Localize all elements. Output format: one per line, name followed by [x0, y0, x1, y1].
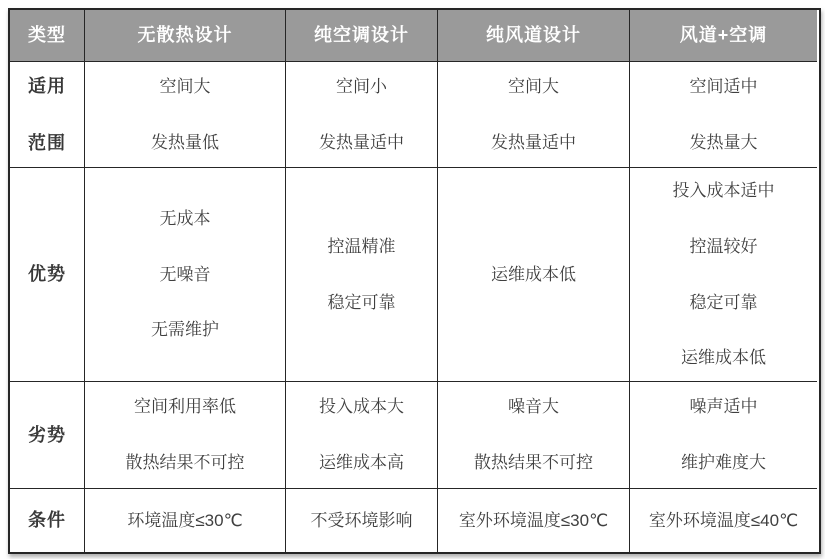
- cell-line: 稳定可靠: [327, 292, 396, 312]
- table-cell: [85, 382, 286, 489]
- cell-line: 运维成本高: [319, 453, 404, 472]
- comparison-table: [8, 8, 821, 554]
- row-label-disadvantages: [10, 382, 85, 489]
- cell-line: 无需维护: [151, 320, 219, 340]
- table-cell: [286, 168, 438, 382]
- row-label-conditions: [10, 489, 85, 552]
- table-cell: [85, 489, 286, 552]
- table-cell: [438, 489, 630, 552]
- cell-line: 发热量低: [151, 132, 219, 152]
- cell-line: 发热量大: [689, 132, 758, 152]
- header-cell-duct-only: 纯风道设计: [438, 10, 630, 62]
- header-cell-type: 类型: [10, 10, 85, 62]
- cell-line: 空间适中: [689, 76, 758, 96]
- cell-line: 无成本: [159, 209, 211, 229]
- cell-line: 运维成本低: [491, 264, 576, 284]
- cell-line: 空间大: [508, 76, 559, 96]
- cell-line: 优势: [28, 264, 66, 285]
- table-row-disadvantages: [10, 382, 819, 489]
- cell-line: 空间小: [336, 76, 387, 96]
- table-cell: [286, 382, 438, 489]
- header-cell-ac-only: 纯空调设计: [286, 10, 438, 62]
- table-cell: [286, 489, 438, 552]
- header-cell-duct-ac: 风道+空调: [630, 10, 817, 62]
- cell-line: 稳定可靠: [689, 292, 758, 312]
- table-cell: [630, 489, 817, 552]
- table-cell: [438, 382, 630, 489]
- table-cell: [438, 168, 630, 382]
- cell-line: 噪音大: [508, 397, 559, 417]
- table-cell: [630, 382, 817, 489]
- row-label-advantages: [10, 168, 85, 382]
- table-cell: [438, 62, 630, 168]
- cell-line: 散热结果不可控: [125, 453, 245, 472]
- cell-line: 维护难度大: [681, 453, 766, 472]
- table-row-conditions: [10, 489, 819, 552]
- table-row-scope: [10, 62, 819, 168]
- cell-line: 空间大: [159, 76, 211, 96]
- cell-line: 环境温度≤30℃: [127, 510, 243, 530]
- cell-line: 室外环境温度≤30℃: [458, 510, 609, 530]
- cell-line: 不受环境影响: [310, 510, 413, 530]
- cell-line: 噪声适中: [689, 397, 758, 417]
- cell-line: 适用: [28, 75, 66, 96]
- cell-line: 运维成本低: [681, 348, 766, 368]
- cell-line: 空间利用率低: [134, 397, 236, 417]
- table-cell: [85, 62, 286, 168]
- cell-line: 投入成本大: [319, 397, 404, 417]
- row-label-scope: [10, 62, 85, 168]
- cell-line: 投入成本适中: [672, 181, 775, 201]
- cell-line: 发热量适中: [319, 132, 404, 152]
- cell-line: 室外环境温度≤40℃: [648, 510, 799, 530]
- cell-line: 发热量适中: [491, 132, 576, 152]
- cell-line: 无噪音: [159, 264, 211, 284]
- header-cell-no-cooling: 无散热设计: [85, 10, 286, 62]
- table-cell: [630, 168, 817, 382]
- cell-line: 控温较好: [689, 236, 758, 256]
- table-cell: [630, 62, 817, 168]
- cell-line: 劣势: [28, 424, 66, 445]
- cell-line: 范围: [28, 132, 66, 153]
- table-cell: [286, 62, 438, 168]
- table-cell: [85, 168, 286, 382]
- cell-line: 条件: [28, 510, 66, 531]
- cell-line: 散热结果不可控: [474, 453, 593, 472]
- table-row-advantages: [10, 168, 819, 382]
- table-header-row: [10, 10, 819, 62]
- cell-line: 控温精准: [327, 236, 396, 256]
